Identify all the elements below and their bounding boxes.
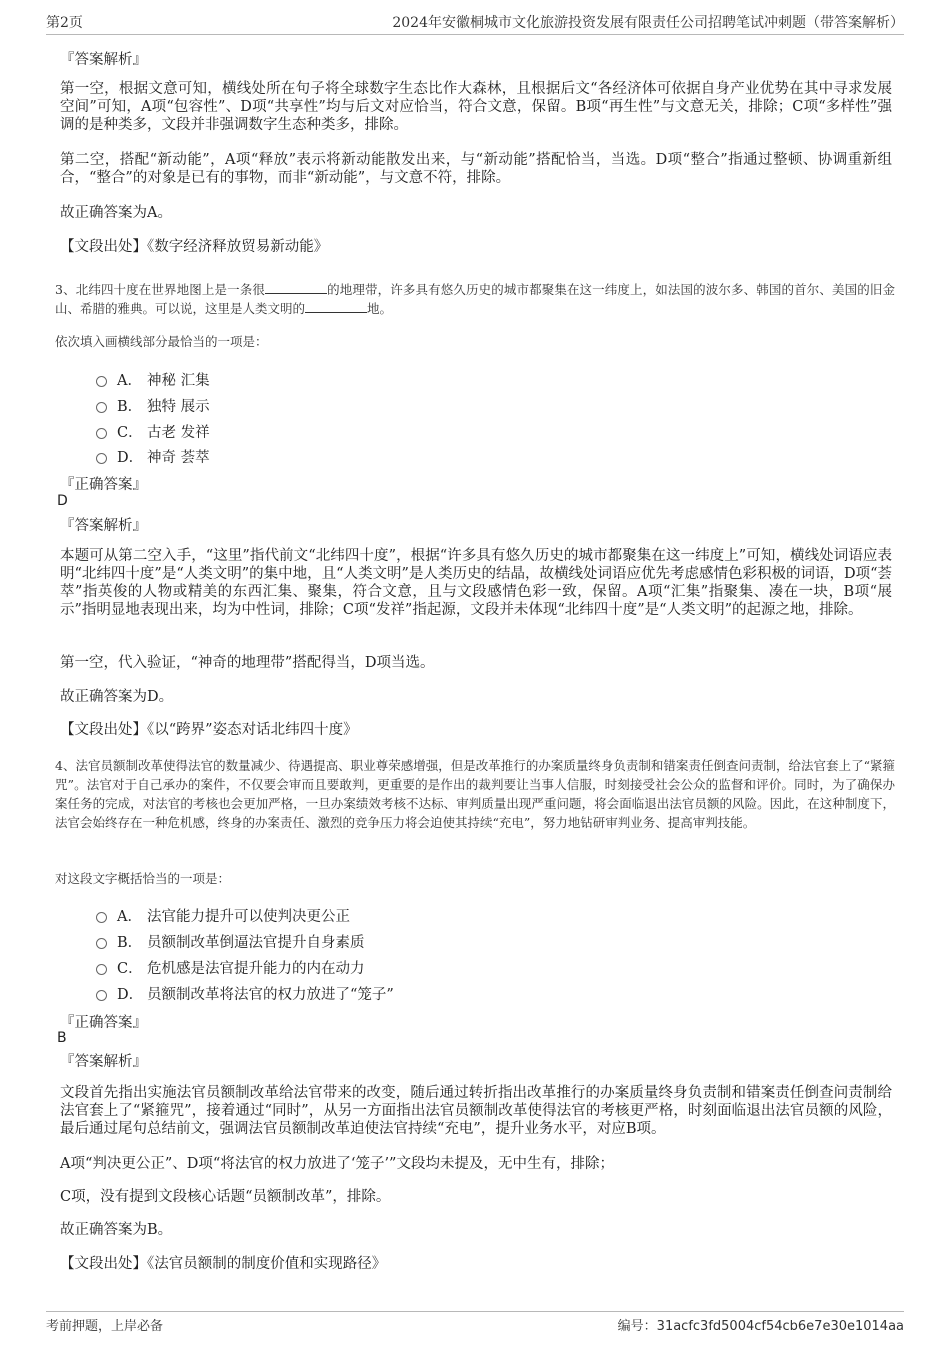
radio-icon[interactable] (96, 453, 107, 464)
radio-icon[interactable] (96, 990, 107, 1001)
radio-icon[interactable] (96, 938, 107, 949)
radio-icon[interactable] (96, 912, 107, 923)
q3-conclusion: 故正确答案为D。 (60, 689, 174, 705)
q3-blank-1 (265, 281, 327, 294)
radio-icon[interactable] (96, 428, 107, 439)
q4-analysis-para3: C项，没有提到文段核心话题“员额制改革”，排除。 (60, 1189, 391, 1205)
q3-correct-answer: D (57, 493, 68, 509)
document-title: 2024年安徽桐城市文化旅游投资发展有限责任公司招聘笔试冲刺题（带答案解析） (392, 15, 904, 31)
q4-analysis-para1: 文段首先指出实施法官员额制改革给法官带来的改变，随后通过转折指出改革推行的办案质量终身负责制和错案责任倒查问责制给法官套上了“紧箍咒”，接着通过“同时”，从另一方面指出法官员额制改革使得法官的考核更严格，时刻面临退出法官员额的风险，最后通过尾句总结前文，强调法官员额制改革迫使法官持续“充电”，提升业务水平，对应B项。 (60, 1085, 892, 1137)
radio-icon[interactable] (96, 402, 107, 413)
page-header (46, 12, 904, 35)
q2-analysis-para2: 第二空，搭配“新动能”，A项“释放”表示将新动能散发出来，与“新动能”搭配恰当，当选。D项“整合”指通过整顿、协调重新组合，“整合”的对象是已有的事物，而非“新动能”，与文意不符，排除。 (60, 152, 892, 186)
q4-prompt: 对这段文字概括恰当的一项是： (55, 871, 231, 886)
q3-analysis-label: 『答案解析』 (60, 518, 147, 534)
q4-option-d[interactable]: D． 员额制改革将法官的权力放进了“笼子” (96, 983, 394, 1004)
q4-option-a[interactable]: A． 法官能力提升可以使判决更公正 (96, 905, 350, 926)
q3-correct-label: 『正确答案』 (60, 477, 147, 493)
page-number: 第2页 (46, 15, 83, 31)
q2-analysis-label: 『答案解析』 (60, 52, 147, 68)
q2-source: 【文段出处】《数字经济释放贸易新动能》 (60, 239, 329, 255)
q4-source: 【文段出处】《法官员额制的制度价值和实现路径》 (60, 1256, 387, 1272)
page-footer (46, 1311, 904, 1339)
q3-prompt: 依次填入画横线部分最恰当的一项是： (55, 334, 268, 349)
radio-icon[interactable] (96, 964, 107, 975)
q3-stem: 3、北纬四十度在世界地图上是一条很 的地理带，许多具有悠久历史的城市都聚集在这一纬度上，如法国的波尔多、韩国的首尔、美国的旧金山、希腊的雅典。可以说，这里是人类文明的 地。 (55, 282, 895, 316)
q3-analysis-para2: 第一空，代入验证，“神奇的地理带”搭配得当，D项当选。 (60, 655, 435, 671)
q4-option-c[interactable]: C． 危机感是法官提升能力的内在动力 (96, 957, 365, 978)
q4-analysis-para2: A项“判决更公正”、D项“将法官的权力放进了‘笼子’”文段均未提及，无中生有，排除； (60, 1156, 614, 1172)
footer-slogan: 考前押题，上岸必备 (46, 1319, 164, 1334)
q4-stem: 4、法官员额制改革使得法官的数量减少、待遇提高、职业尊荣感增强，但是改革推行的办案质量终身负责制和错案责任倒查问责制，给法官套上了“紧箍咒”。法官对于自己承办的案件，不仅要会审而且要敢判，更重要的是作出的裁判要让当事人信服，时刻接受社会公众的监督和评价。同时，为了确保办案任务的完成，对法官的考核也会更加严格，一旦办案绩效考核不达标、审判质量出现严重问题，将会面临退出法官员额的风险。因此，在这种制度下，法官会始终存在一种危机感，终身的办案责任、激烈的竞争压力将会迫使其持续“充电”，努力地钻研审判业务、提高审判技能。 (55, 758, 895, 830)
q3-blank-2 (305, 300, 367, 313)
q4-correct-answer: B (57, 1030, 67, 1046)
q3-option-c[interactable]: C． 古老 发祥 (96, 421, 210, 442)
q4-option-b[interactable]: B． 员额制改革倒逼法官提升自身素质 (96, 931, 365, 952)
q3-analysis-para1: 本题可从第二空入手，“这里”指代前文“北纬四十度”，根据“许多具有悠久历史的城市都聚集在这一纬度上”可知，横线处词语应表明“北纬四十度”是“人类文明”的集中地，且“人类文明”是人类历史的结晶，故横线处词语应优先考虑感情色彩积极的词语，D项“荟萃”指英俊的人物或精美的东西汇集、聚集，符合文意，且与文段感情色彩一致，保留。A项“汇集”指聚集、凑在一块，B项“展示”指明显地表现出来，均为中性词，排除；C项“发祥”指起源，文段并未体现“北纬四十度”是“人类文明”的起源之地，排除。 (60, 548, 893, 618)
q4-conclusion: 故正确答案为B。 (60, 1222, 173, 1238)
q2-analysis-para1: 第一空，根据文意可知，横线处所在句子将全球数字生态比作大森林，且根据后文“各经济体可依据自身产业优势在其中寻求发展空间”可知，A项“包容性”、D项“共享性”均与后文对应恰当，符合文意，保留。B项“再生性”与文意无关，排除；C项“多样性”强调的是种类多，文段并非强调数字生态种类多，排除。 (60, 81, 892, 133)
q4-correct-label: 『正确答案』 (60, 1015, 147, 1031)
q3-option-d[interactable]: D． 神奇 荟萃 (96, 446, 210, 467)
q3-option-a[interactable]: A． 神秘 汇集 (96, 369, 210, 390)
document-code: 编号：31acfc3fd5004cf54cb6e7e30e1014aa (617, 1319, 904, 1334)
radio-icon[interactable] (96, 376, 107, 387)
q3-source: 【文段出处】《以“跨界”姿态对话北纬四十度》 (60, 722, 358, 738)
q2-conclusion: 故正确答案为A。 (60, 205, 172, 221)
q3-option-b[interactable]: B． 独特 展示 (96, 395, 210, 416)
q4-analysis-label: 『答案解析』 (60, 1054, 147, 1070)
